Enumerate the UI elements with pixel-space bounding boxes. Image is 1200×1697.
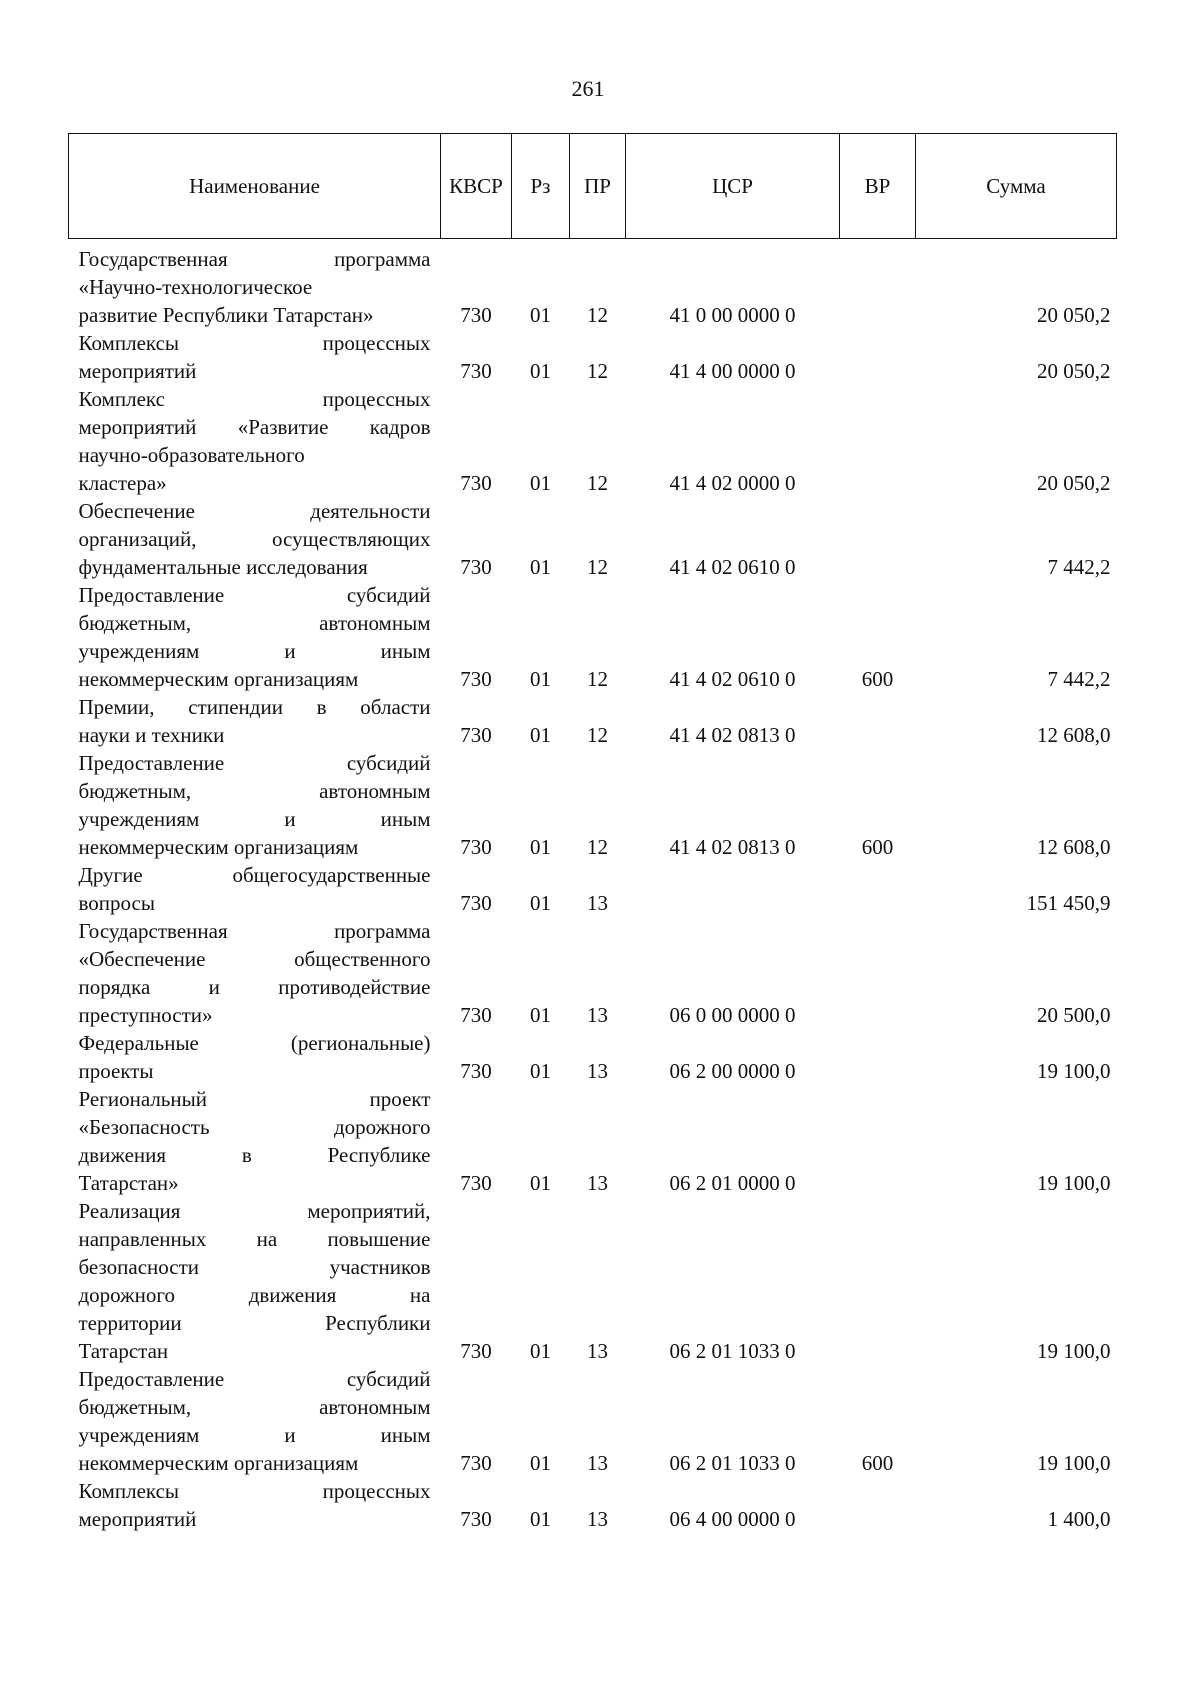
header-vr: ВР [840,134,916,239]
row-name [69,749,441,861]
row-kvsr: 730 [460,835,492,859]
row-sum: 20 050,2 [1037,303,1111,327]
row-name-line: бюджетным, автономным [78,611,431,635]
row-sum: 20 050,2 [1037,359,1111,383]
row-csr: 06 2 01 0000 0 [669,1171,796,1195]
row-name-line: учреждениям и иным [78,639,431,663]
row-rz: 01 [530,1507,551,1531]
row-vr [840,1029,916,1085]
row-csr: 06 4 00 0000 0 [669,1507,796,1531]
row-name-line: мероприятий «Развитие кадров [78,415,431,439]
header-name: Наименование [69,134,441,239]
row-name-line: Федеральные (региональные) [78,1031,431,1055]
row-pr: 12 [587,359,608,383]
row-name-line: «Безопасность дорожного [78,1115,431,1139]
row-name [69,497,441,581]
row-pr: 13 [587,891,608,915]
row-name-line: некоммерческим организациям [78,667,359,691]
row-kvsr: 730 [460,555,492,579]
row-name-line: Региональный проект [78,1087,431,1111]
row-name [69,1365,441,1477]
row-rz: 01 [530,555,551,579]
row-pr: 13 [587,1507,608,1531]
row-kvsr: 730 [460,471,492,495]
row-csr: 41 4 00 0000 0 [669,359,796,383]
row-name-line: порядка и противодействие [78,975,431,999]
row-name-line: Реализация мероприятий, [78,1199,431,1223]
row-pr: 12 [587,835,608,859]
row-name-line: фундаментальные исследования [78,555,368,579]
row-rz: 01 [530,1339,551,1363]
row-rz: 01 [530,471,551,495]
row-csr: 41 4 02 0813 0 [669,835,796,859]
row-name-line: учреждениям и иным [78,807,431,831]
row-name-line: Предоставление субсидий [78,1367,431,1391]
header-pr: ПР [570,134,626,239]
row-pr: 12 [587,471,608,495]
row-vr [840,1477,916,1533]
row-name [69,581,441,693]
table-row [69,693,1117,749]
row-rz: 01 [530,891,551,915]
row-name [69,239,441,330]
row-kvsr: 730 [460,1059,492,1083]
row-name-line: кластера» [78,471,167,495]
table-row [69,497,1117,581]
row-pr: 12 [587,723,608,747]
row-name-line: учреждениям и иным [78,1423,431,1447]
row-sum: 12 608,0 [1037,835,1111,859]
row-pr: 12 [587,667,608,691]
row-sum: 20 050,2 [1037,471,1111,495]
row-name [69,861,441,917]
row-name-line: Государственная программа [78,919,431,943]
row-rz: 01 [530,723,551,747]
row-kvsr: 730 [460,1171,492,1195]
row-sum: 7 442,2 [1047,667,1111,691]
row-pr: 13 [587,1171,608,1195]
row-rz: 01 [530,1451,551,1475]
row-kvsr: 730 [460,359,492,383]
row-kvsr: 730 [460,891,492,915]
row-name-line: Татарстан [78,1339,169,1363]
table-row [69,861,1117,917]
row-name-line: Обеспечение деятельности [78,499,431,523]
row-name-line: Государственная программа [78,247,431,271]
row-name-line: организаций, осуществляющих [78,527,431,551]
row-name-line: безопасности участников [78,1255,431,1279]
row-name-line: бюджетным, автономным [78,1395,431,1419]
row-rz: 01 [530,667,551,691]
row-name-line: некоммерческим организациям [78,1451,359,1475]
row-name-line: развитие Республики Татарстан» [78,303,374,327]
row-name-line: дорожного движения на [78,1283,431,1307]
row-rz: 01 [530,835,551,859]
row-name-line: Комплексы процессных [78,331,431,355]
row-csr: 41 0 00 0000 0 [669,303,796,327]
row-name [69,1029,441,1085]
row-name-line: движения в Республике [78,1143,431,1167]
page-number: 261 [571,76,605,101]
row-name-line: проекты [78,1059,154,1083]
row-kvsr: 730 [460,1507,492,1531]
row-vr: 600 [861,667,894,691]
row-sum: 7 442,2 [1047,555,1111,579]
row-vr [840,1085,916,1197]
row-pr: 13 [587,1003,608,1027]
row-sum: 1 400,0 [1047,1507,1111,1531]
header-kvsr: КВСР [441,134,512,239]
table-row [69,1085,1117,1197]
row-sum: 19 100,0 [1037,1451,1111,1475]
row-vr: 600 [861,1451,894,1475]
row-csr: 41 4 02 0610 0 [669,667,796,691]
table-row [69,329,1117,385]
row-name-line: Предоставление субсидий [78,583,431,607]
row-sum: 12 608,0 [1037,723,1111,747]
row-vr [840,917,916,1029]
row-name-line: Комплексы процессных [78,1479,431,1503]
row-name-line: мероприятий [78,359,197,383]
row-csr: 06 2 00 0000 0 [669,1059,796,1083]
row-rz: 01 [530,1171,551,1195]
budget-table [68,133,1117,1533]
row-pr: 13 [587,1339,608,1363]
table-row [69,1197,1117,1365]
row-name [69,1197,441,1365]
row-name-line: некоммерческим организациям [78,835,359,859]
row-name-line: научно-образовательного [78,443,305,467]
row-name [69,917,441,1029]
row-vr [840,385,916,497]
row-name-line: Татарстан» [78,1171,179,1195]
row-csr [626,861,840,917]
row-rz: 01 [530,1059,551,1083]
table-row [69,581,1117,693]
row-csr: 41 4 02 0610 0 [669,555,796,579]
header-rz: Рз [512,134,570,239]
row-sum: 19 100,0 [1037,1339,1111,1363]
row-vr [840,1197,916,1365]
row-name-line: бюджетным, автономным [78,779,431,803]
row-kvsr: 730 [460,723,492,747]
table-body [69,239,1117,1534]
row-sum: 19 100,0 [1037,1171,1111,1195]
row-name [69,385,441,497]
row-csr: 41 4 02 0813 0 [669,723,796,747]
row-csr: 06 2 01 1033 0 [669,1451,796,1475]
row-kvsr: 730 [460,1003,492,1027]
table-row [69,749,1117,861]
row-rz: 01 [530,359,551,383]
row-kvsr: 730 [460,303,492,327]
table-header [69,134,1117,239]
row-name-line: вопросы [78,891,155,915]
table-row [69,917,1117,1029]
row-vr [840,497,916,581]
row-sum: 19 100,0 [1037,1059,1111,1083]
row-sum: 151 450,9 [1026,891,1111,915]
row-pr: 12 [587,555,608,579]
row-name-line: территории Республики [78,1311,431,1335]
row-csr: 06 0 00 0000 0 [669,1003,796,1027]
row-name [69,693,441,749]
table-row [69,239,1117,330]
row-rz: 01 [530,1003,551,1027]
table-row [69,1029,1117,1085]
table-row [69,1365,1117,1477]
row-vr [840,861,916,917]
row-pr: 12 [587,303,608,327]
row-kvsr: 730 [460,667,492,691]
row-name [69,329,441,385]
row-csr: 06 2 01 1033 0 [669,1339,796,1363]
row-name-line: «Научно-технологическое [78,275,313,299]
row-vr: 600 [861,835,894,859]
row-name-line: преступности» [78,1003,213,1027]
table-row [69,385,1117,497]
row-pr: 13 [587,1451,608,1475]
row-vr [840,693,916,749]
row-vr [840,329,916,385]
row-name-line: Другие общегосударственные [78,863,431,887]
row-name-line: мероприятий [78,1507,197,1531]
row-name-line: направленных на повышение [78,1227,431,1251]
row-name-line: Премии, стипендии в области [78,695,431,719]
row-sum: 20 500,0 [1037,1003,1111,1027]
row-rz: 01 [530,303,551,327]
row-kvsr: 730 [460,1339,492,1363]
row-name-line: Комплекс процессных [78,387,431,411]
row-vr [840,239,916,330]
header-sum: Сумма [916,134,1117,239]
row-name-line: Предоставление субсидий [78,751,431,775]
row-pr: 13 [587,1059,608,1083]
row-name-line: «Обеспечение общественного [78,947,431,971]
header-csr: ЦСР [626,134,840,239]
row-kvsr: 730 [460,1451,492,1475]
row-name [69,1477,441,1533]
row-name-line: науки и техники [78,723,225,747]
row-csr: 41 4 02 0000 0 [669,471,796,495]
row-name [69,1085,441,1197]
table-row [69,1477,1117,1533]
